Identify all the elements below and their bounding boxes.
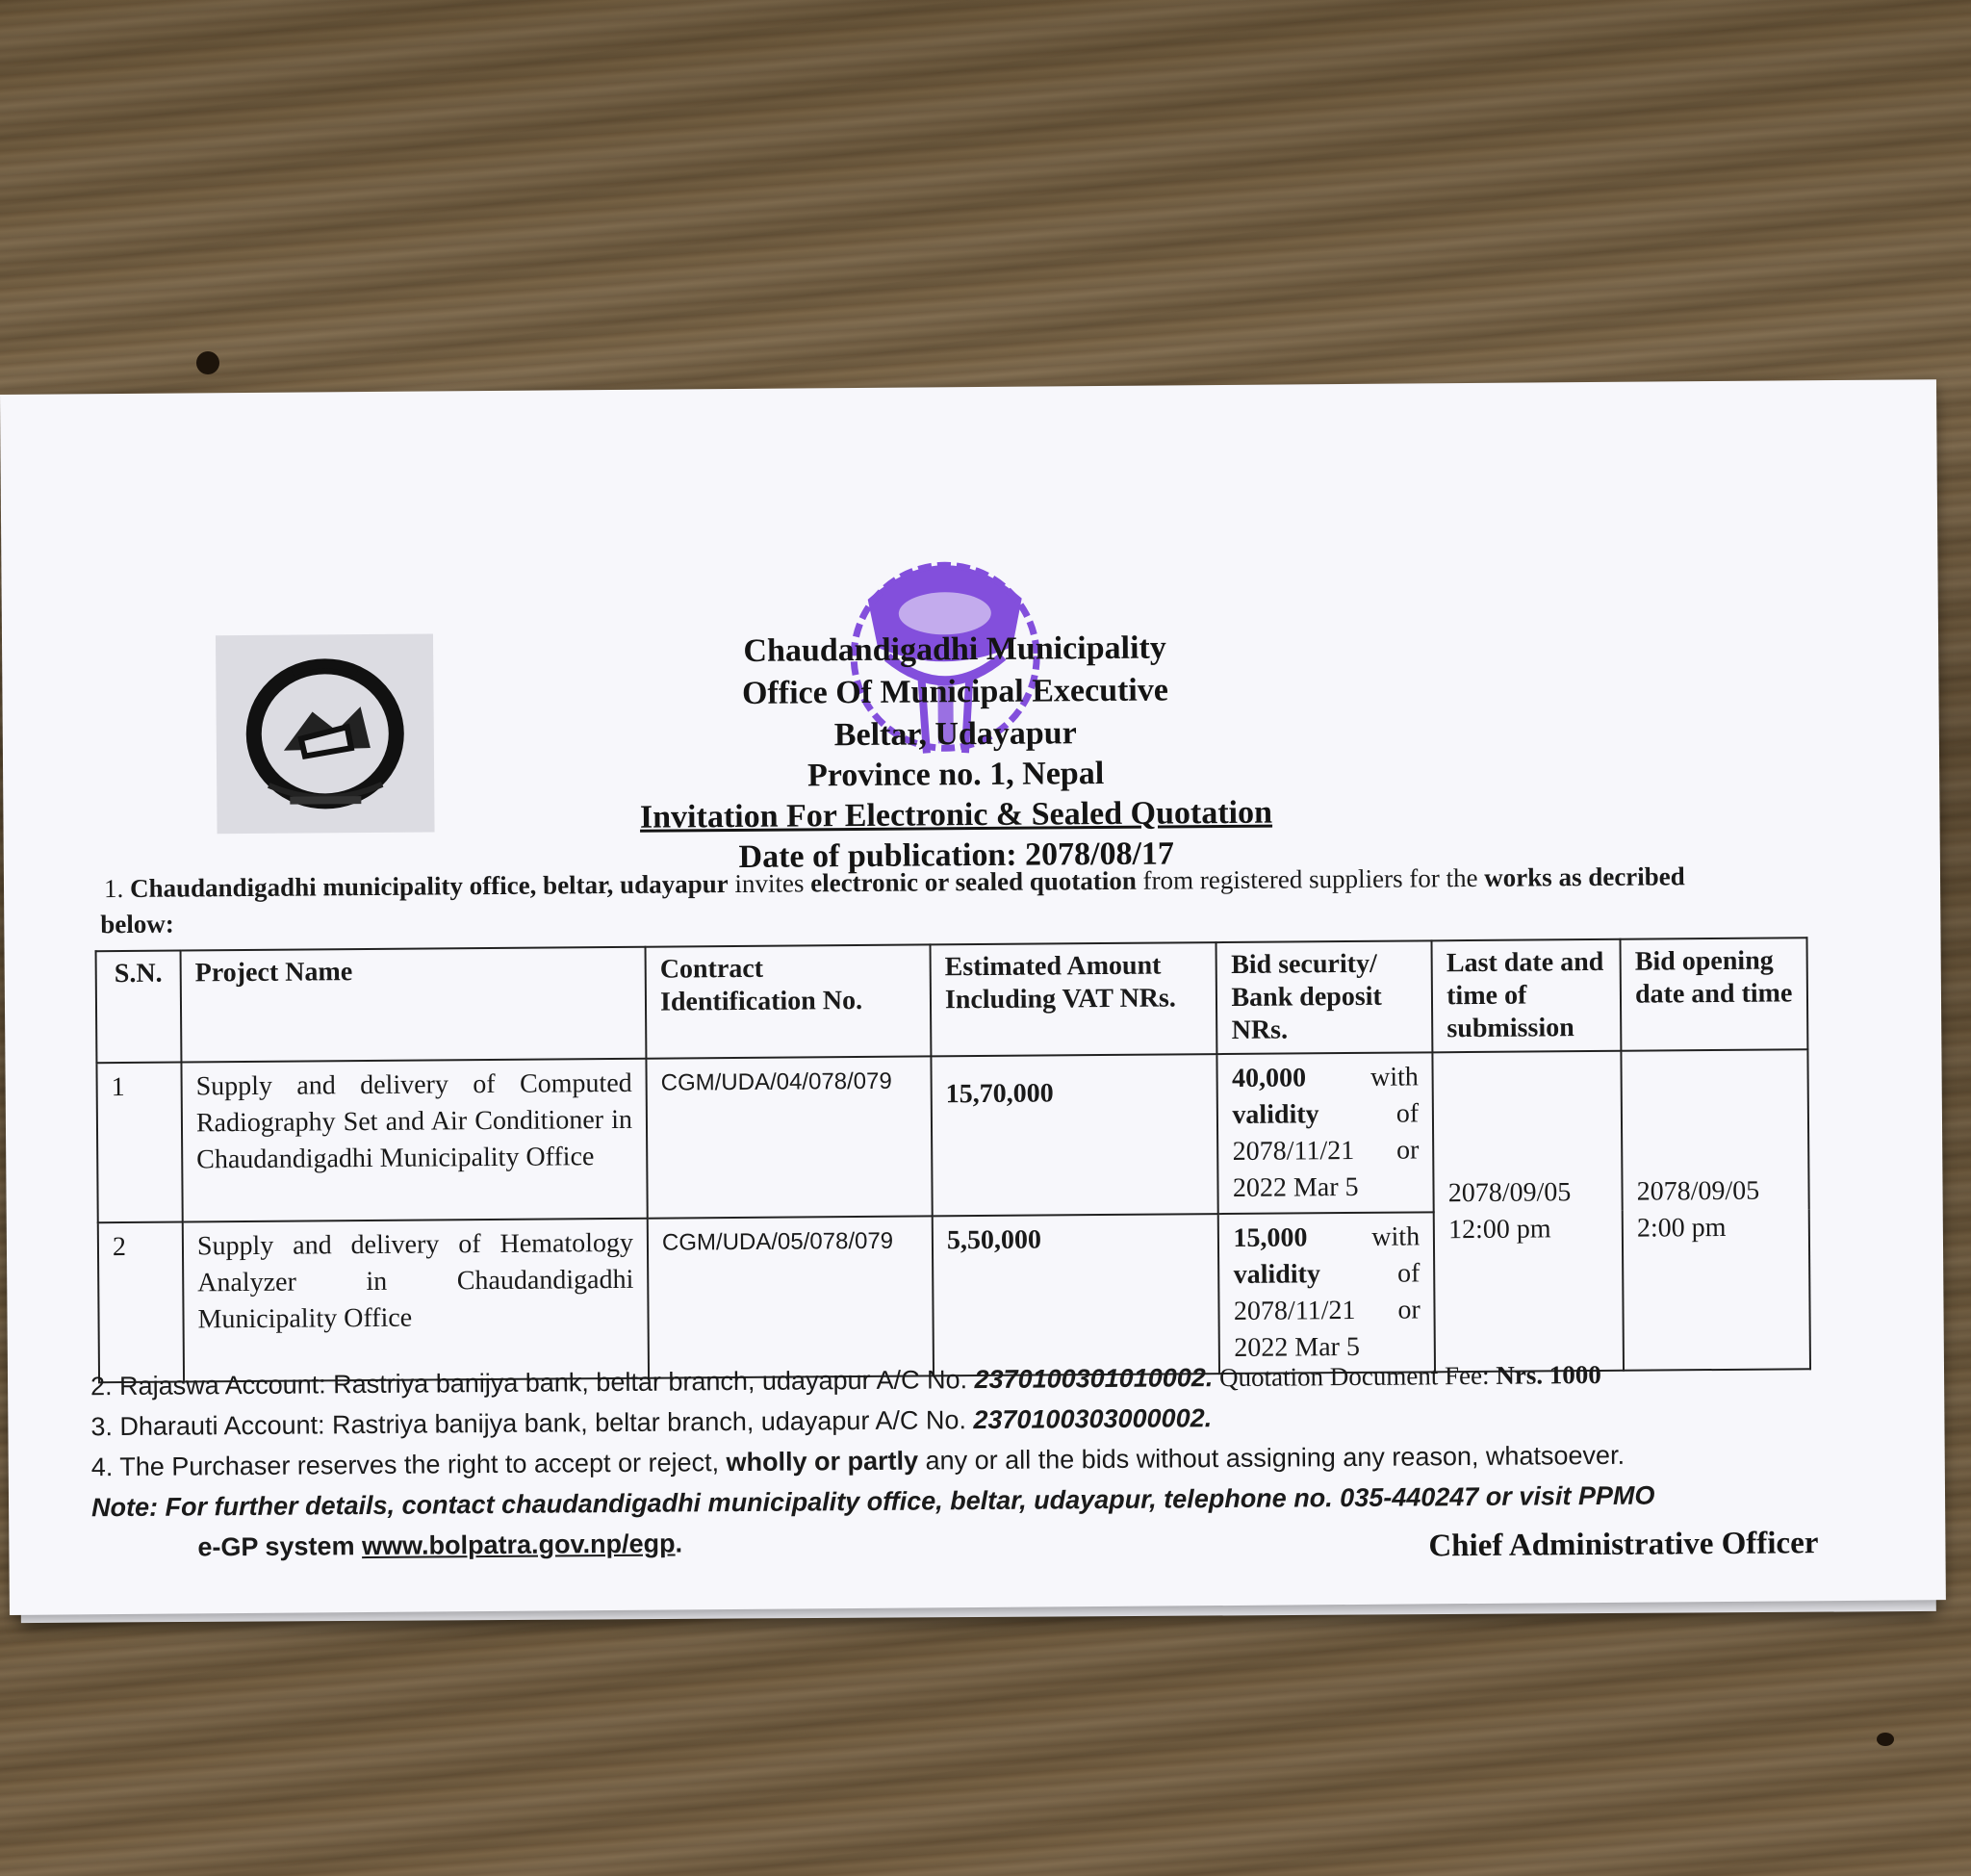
opening-datetime	[1622, 1049, 1811, 1371]
dharauti-account: 2370100303000002.	[973, 1403, 1213, 1435]
rights-text-1: 4. The Purchaser reserves the right to accept or reject,	[90, 1448, 727, 1482]
intro-paragraph	[100, 859, 1756, 943]
header-submission: Last date and time of submission	[1432, 939, 1622, 1053]
nepal-emblem-icon	[216, 633, 435, 834]
rajaswa-account: 2370100301010002.	[974, 1363, 1214, 1395]
municipality-name: Chaudandigadhi Municipality	[743, 630, 1166, 669]
security-validity-date: of 2078/11/21 or 2022 Mar 5	[1232, 1098, 1420, 1203]
rights-bold: wholly or partly	[726, 1446, 919, 1478]
row-contract-id: CGM/UDA/05/078/079	[648, 1216, 934, 1377]
header-project-name: Project Name	[181, 947, 647, 1063]
wood-knot	[196, 351, 219, 374]
intro-number: 1.	[103, 874, 124, 904]
egp-period: .	[675, 1529, 683, 1558]
publication-date: Date of publication: 2078/08/17	[738, 835, 1175, 875]
security-amount: 40,000	[1231, 1063, 1307, 1093]
table-row	[96, 1049, 1808, 1222]
header-bid-security: Bid security/ Bank deposit NRs.	[1216, 940, 1433, 1054]
province: Province no. 1, Nepal	[806, 756, 1105, 794]
row-estimated-amount: 5,50,000	[933, 1214, 1220, 1375]
security-with: with	[1307, 1221, 1421, 1253]
opening-time: 2:00 pm	[1636, 1212, 1727, 1244]
security-amount: 15,000	[1233, 1222, 1308, 1253]
submission-datetime	[1433, 1051, 1624, 1373]
intro-quotation-type: electronic or sealed quotation	[810, 865, 1137, 898]
rajaswa-text: 2. Rajaswa Account: Rastriya banijya bank, beltar branch, udayapur A/C No.	[90, 1365, 975, 1401]
dharauti-text: 3. Dharauti Account: Rastriya banijya bank, beltar branch, udayapur A/C No.	[90, 1405, 974, 1442]
security-validity: validity	[1232, 1099, 1319, 1130]
opening-date: 2078/09/05	[1636, 1175, 1760, 1207]
row-sn: 1	[96, 1063, 182, 1223]
security-with: with	[1305, 1062, 1419, 1093]
header-contract-id: Contract Identification No.	[646, 944, 932, 1058]
note-contact: Note: For further details, contact chaudandigadhi municipality office, beltar, udayapur, telephone no. 035-440247 or visit PPMO	[90, 1480, 1655, 1523]
row-project-name: Supply and delivery of Computed Radiography Set and Air Conditioner in Chaudandigadhi Municipality Office	[181, 1059, 647, 1222]
row-sn: 2	[98, 1222, 184, 1383]
header-sn: S.N.	[96, 951, 182, 1064]
intro-text-2: from registered suppliers for the	[1136, 862, 1485, 895]
wood-knot	[1877, 1733, 1894, 1746]
row-bid-security	[1218, 1212, 1435, 1374]
row-contract-id: CGM/UDA/04/078/079	[646, 1056, 932, 1218]
header-estimated-amount: Estimated Amount Including VAT NRs.	[930, 942, 1216, 1056]
submission-date: 2078/09/05	[1447, 1177, 1572, 1209]
row-project-name: Supply and delivery of Hematology Analyzer in Chaudandigadhi Municipality Office	[183, 1219, 649, 1382]
office-name: Office Of Municipal Executive	[741, 672, 1169, 711]
row-estimated-amount: 15,70,000	[931, 1054, 1218, 1216]
submission-time: 12:00 pm	[1447, 1214, 1551, 1246]
egp-text: e-GP system	[197, 1531, 363, 1562]
office-location: Beltar, Udayapur	[833, 715, 1077, 754]
signature-title: Chief Administrative Officer	[1428, 1526, 1819, 1564]
rights-text-2: any or all the bids without assigning any reason, whatsoever.	[917, 1440, 1625, 1476]
quotation-table	[95, 937, 1811, 1383]
intro-works: works as decribed below:	[100, 861, 1685, 939]
fee-amount: Nrs. 1000	[1496, 1359, 1601, 1390]
security-validity-date: of 2078/11/21 or 2022 Mar 5	[1233, 1258, 1421, 1363]
header-opening: Bid opening date and time	[1621, 938, 1808, 1051]
egp-link[interactable]: www.bolpatra.gov.np/egp	[361, 1529, 676, 1561]
intro-office: Chaudandigadhi municipality office, beltar, udayapur	[129, 869, 729, 903]
table-header-row	[96, 938, 1808, 1063]
notice-paper	[0, 379, 1946, 1615]
fee-label: Quotation Document Fee:	[1213, 1360, 1497, 1393]
security-validity: validity	[1233, 1259, 1321, 1290]
notice-title: Invitation For Electronic & Sealed Quotation	[639, 794, 1273, 835]
intro-text-1: invites	[728, 868, 811, 899]
row-bid-security	[1217, 1052, 1434, 1214]
